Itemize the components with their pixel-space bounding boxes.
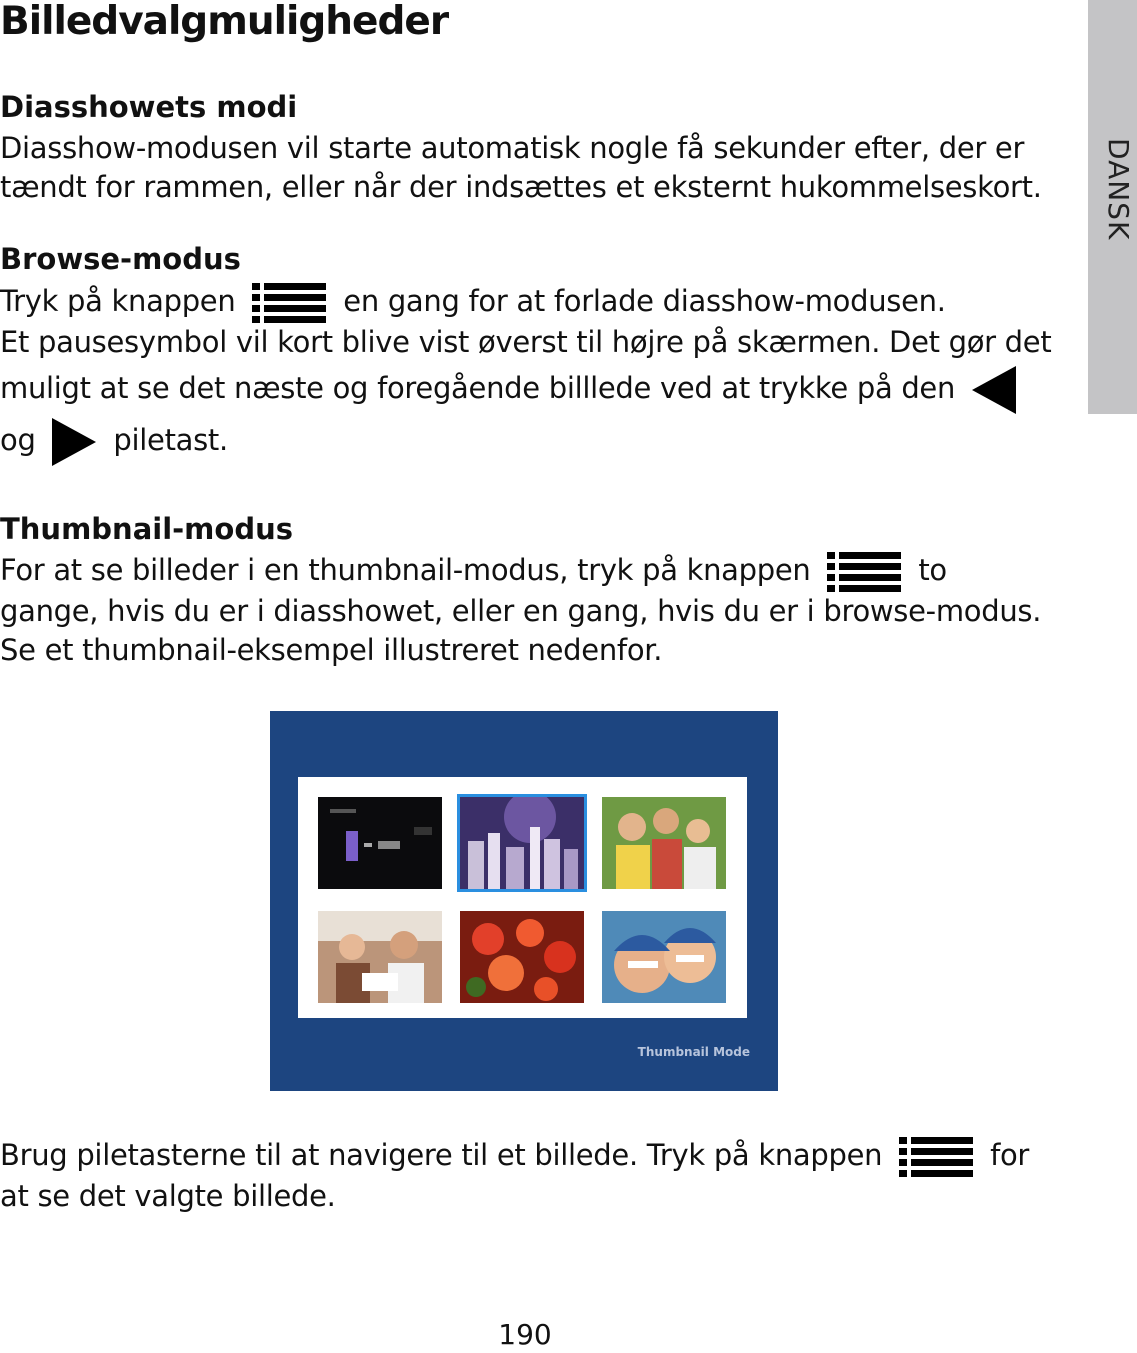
slideshow-section [0,90,1065,207]
browse-line-3 [0,366,1065,414]
right-arrow-icon [52,418,96,466]
menu-button-icon [899,1137,973,1177]
navigate-line-1 [0,1136,1065,1177]
browse-line-3-text: muligt at se det næste og foregående billlede ved at trykke på den [0,371,956,405]
thumbnail-red-flowers [460,911,584,1003]
thumbnail-section [0,512,1065,670]
browse-line-4-end: piletast. [113,423,228,457]
thumbnail-line-1 [0,551,1065,592]
navigate-line-2: at se det valgte billede. [0,1179,336,1213]
slideshow-heading: Diasshowets modi [0,90,298,124]
slideshow-text: Diasshow-modusen vil starte automatisk nogle få sekunder efter, der er tændt for rammen, eller når der indsættes et eksternt hukommelseskort. [0,131,1042,204]
browse-line-4 [0,418,1065,466]
left-arrow-icon [972,366,1016,414]
menu-button-icon [827,552,901,592]
browse-heading: Browse-modus [0,242,241,276]
thumbnail-line-2: gange, hvis du er i diasshowet, eller en gang, hvis du er i browse-modus. [0,594,1042,628]
page-title: Billedvalgmuligheder [0,0,449,44]
thumbnail-line-3: Se et thumbnail-eksempel illustreret nedenfor. [0,633,663,667]
thumbnail-menu-screen [318,797,442,889]
language-tab [1088,0,1137,414]
browse-line-4-start: og [0,423,36,457]
browse-line-2: Et pausesymbol vil kort blive vist øverst til højre på skærmen. Det gør det [0,325,1052,359]
thumbnail-heading: Thumbnail-modus [0,512,293,546]
browse-line-1-end: en gang for at forlade diasshow-modusen. [343,284,946,318]
thumbnail-mode-label: Thumbnail Mode [637,1045,750,1059]
navigate-line-1-start: Brug piletasterne til at navigere til et billede. Tryk på knappen [0,1138,883,1172]
thumbnail-line-1-start: For at se billeder i en thumbnail-modus, tryk på knappen [0,553,811,587]
thumbnail-mode-screen [270,711,778,1091]
page-number: 190 [498,1318,552,1351]
thumbnail-family-outdoors [602,797,726,889]
browse-line-1-start: Tryk på knappen [0,284,236,318]
thumbnail-kids-reading [318,911,442,1003]
menu-button-icon [252,283,326,323]
navigate-section [0,1136,1065,1216]
thumbnail-line-1-end: to [918,553,947,587]
browse-line-1 [0,282,1065,323]
navigate-line-1-end: for [990,1138,1030,1172]
thumbnail-smiling-children [602,911,726,1003]
language-tab-label: DANSK [1102,138,1135,241]
thumbnail-city-skyline [460,797,584,889]
thumbnail-grid [298,777,747,1018]
browse-section [0,242,1065,466]
